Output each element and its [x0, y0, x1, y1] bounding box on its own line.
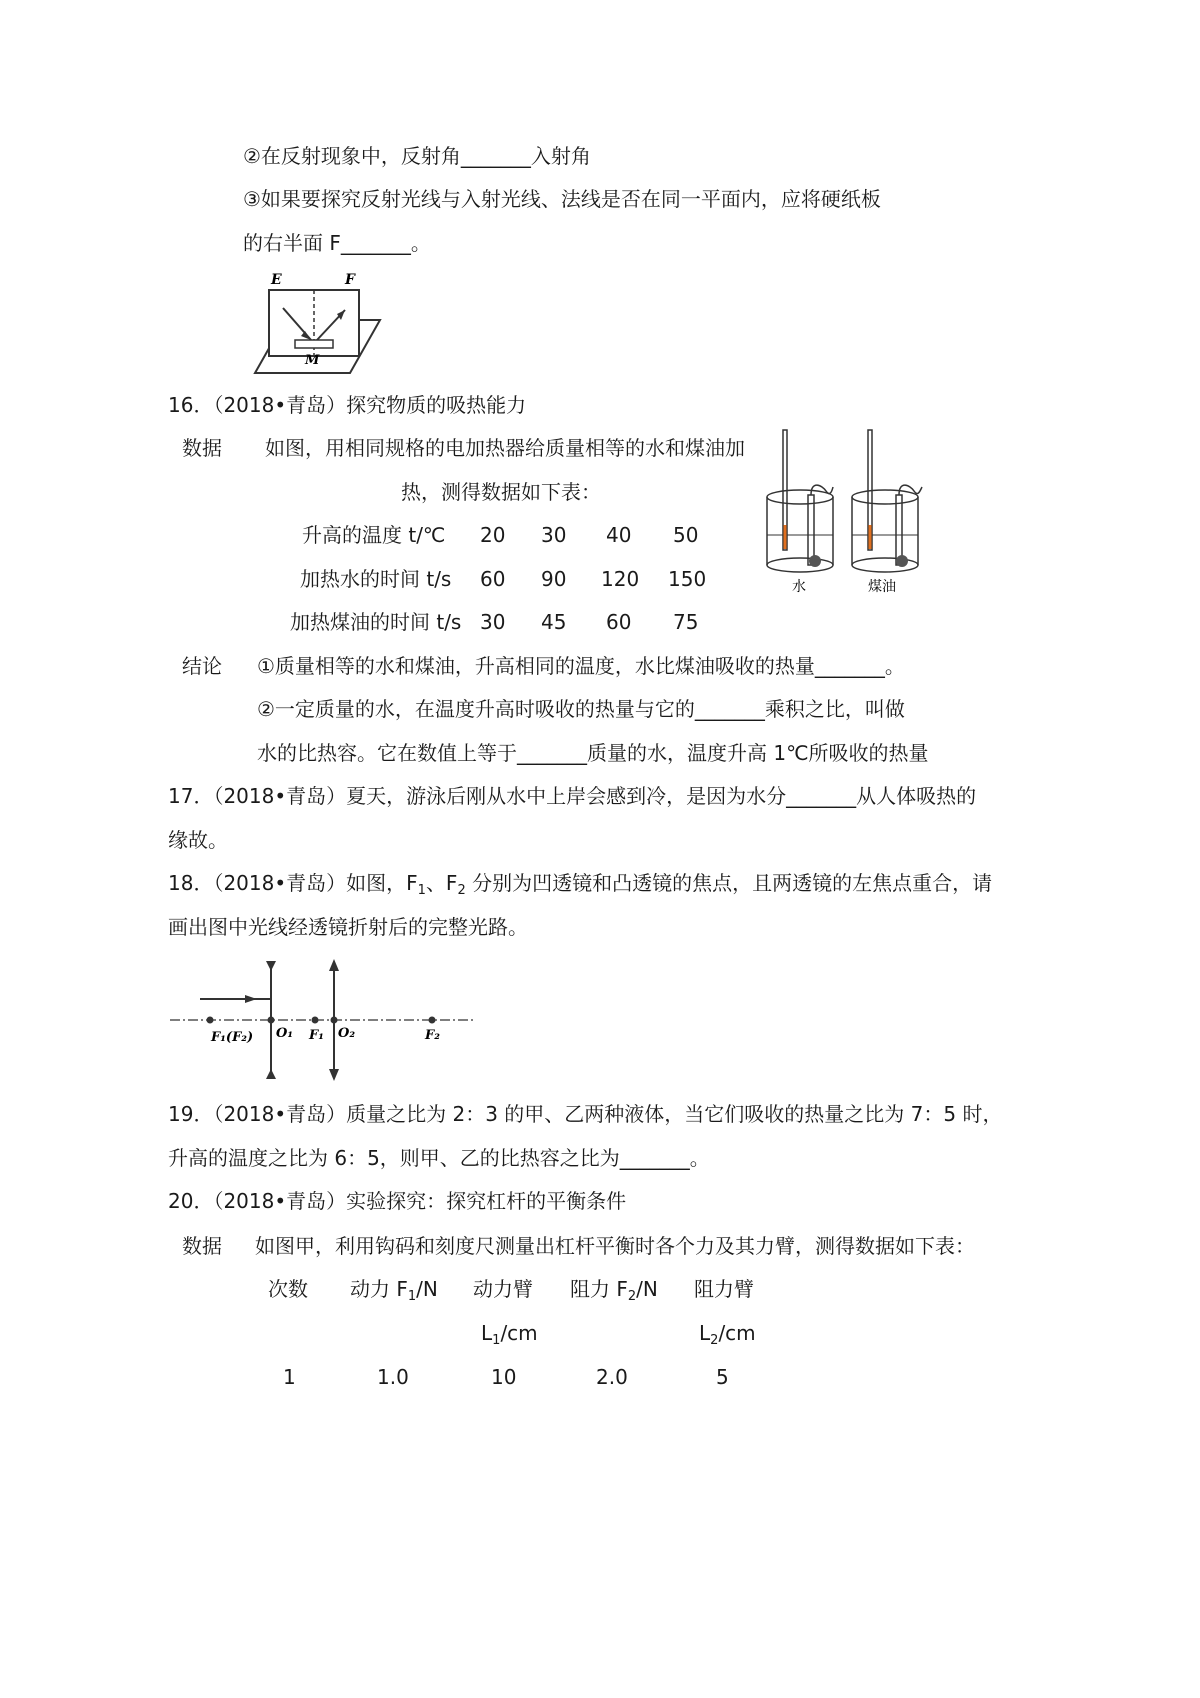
q15-line2: ②在反射现象中，反射角_______入射角: [243, 144, 591, 168]
q17-line1: 17．（2018•青岛）夏天，游泳后刚从水中上岸会感到冷，是因为水分_______从人体吸热的: [168, 784, 977, 808]
q16-data-label: 数据: [182, 436, 222, 460]
h4-sub: 2: [627, 1289, 637, 1304]
q15-line3: ③如果要探究反射光线与入射光线、法线是否在同一平面内，应将硬纸板: [243, 187, 881, 211]
q15-line4: 的右半面 F_______。: [243, 231, 431, 255]
q18-line2: 画出图中光线经透镜折射后的完整光路。: [168, 915, 528, 939]
table-cell: 60: [480, 567, 506, 591]
table-cell: 30: [541, 523, 567, 547]
h2-b: /N: [416, 1277, 438, 1301]
table-cell: 5: [716, 1365, 729, 1389]
h5b-b: /cm: [718, 1321, 756, 1345]
table-cell: 加热煤油的时间 t/s: [290, 610, 462, 634]
table-cell: 加热水的时间 t/s: [300, 567, 452, 591]
q18-sub2: 2: [457, 883, 466, 898]
h4-a: 阻力 F: [570, 1277, 628, 1301]
q19-line2: 升高的温度之比为 6：5，则甲、乙的比热容之比为_______。: [168, 1146, 710, 1170]
table-header: 次数: [268, 1277, 308, 1301]
q18-line1-a: 18．（2018•青岛）如图，F: [168, 871, 418, 895]
h4-b: /N: [636, 1277, 658, 1301]
label-m: M: [305, 353, 320, 368]
table-cell: 1.0: [377, 1365, 409, 1389]
heating-figure: [760, 425, 950, 600]
h2-a: 动力 F: [350, 1277, 408, 1301]
q18-line1: [168, 869, 992, 905]
table-cell: 40: [606, 523, 632, 547]
q16-intro2: 热，测得数据如下表：: [401, 480, 601, 504]
table-header: 阻力臂: [694, 1277, 754, 1301]
h5b-sub: 2: [710, 1333, 719, 1348]
q16-conclusion-label: 结论: [182, 654, 222, 678]
q18-sub1: 1: [417, 883, 426, 898]
label-f: F: [345, 272, 355, 288]
label-f2: F₂: [425, 1028, 440, 1043]
label-o1: O₁: [276, 1026, 294, 1041]
table-cell: 30: [480, 610, 506, 634]
label-f1f2: F₁(F₂): [211, 1030, 254, 1045]
label-e: E: [271, 272, 282, 288]
q20-title: 20．（2018•青岛）实验探究：探究杠杆的平衡条件: [168, 1189, 627, 1213]
table-cell: 75: [673, 610, 699, 634]
q16-intro1: 如图，用相同规格的电加热器给质量相等的水和煤油加: [265, 436, 745, 460]
label-oil: 煤油: [868, 579, 896, 595]
q20-data-label: 数据: [182, 1234, 222, 1258]
h3b-sub: 1: [492, 1333, 501, 1348]
q16-c2: ②一定质量的水，在温度升高时吸收的热量与它的_______乘积之比，叫做: [257, 697, 905, 721]
table-header: 动力臂: [473, 1277, 533, 1301]
q20-intro: 如图甲，利用钩码和刻度尺测量出杠杆平衡时各个力及其力臂，测得数据如下表：: [255, 1234, 975, 1258]
table-cell: 升高的温度 t/℃: [302, 523, 446, 547]
table-cell: 2.0: [596, 1365, 628, 1389]
q18-line1-c: 分别为凹透镜和凸透镜的焦点，且两透镜的左焦点重合，请: [465, 871, 993, 895]
h3b-b: /cm: [500, 1321, 538, 1345]
q19-line1: 19．（2018•青岛）质量之比为 2：3 的甲、乙两种液体，当它们吸收的热量之比为 7：5 时，: [168, 1102, 1003, 1126]
table-cell: 50: [673, 523, 699, 547]
label-o2: O₂: [338, 1026, 356, 1041]
table-header-unit: [699, 1319, 756, 1355]
table-cell: 120: [601, 567, 640, 591]
h5b-a: L: [699, 1321, 711, 1345]
table-cell: 1: [283, 1365, 296, 1389]
label-water: 水: [792, 579, 806, 595]
table-header: [350, 1275, 438, 1311]
q16-title: 16．（2018•青岛）探究物质的吸热能力: [168, 393, 527, 417]
table-cell: 45: [541, 610, 567, 634]
table-cell: 90: [541, 567, 567, 591]
q16-c3: 水的比热容。它在数值上等于_______质量的水，温度升高 1℃所吸收的热量: [257, 741, 929, 765]
label-f1: F₁: [309, 1028, 324, 1043]
lens-figure: [165, 955, 485, 1085]
q18-line1-b: 、F: [425, 871, 458, 895]
h2-sub: 1: [407, 1289, 417, 1304]
q16-c1: ①质量相等的水和煤油，升高相同的温度，水比煤油吸收的热量_______。: [257, 654, 905, 678]
table-header-unit: [481, 1319, 538, 1355]
q17-line2: 缘故。: [168, 828, 228, 852]
table-cell: 150: [668, 567, 707, 591]
table-cell: 20: [480, 523, 506, 547]
table-cell: 60: [606, 610, 632, 634]
table-cell: 10: [491, 1365, 517, 1389]
h3b-a: L: [481, 1321, 493, 1345]
reflection-figure: [245, 268, 385, 378]
table-header: [570, 1275, 658, 1311]
